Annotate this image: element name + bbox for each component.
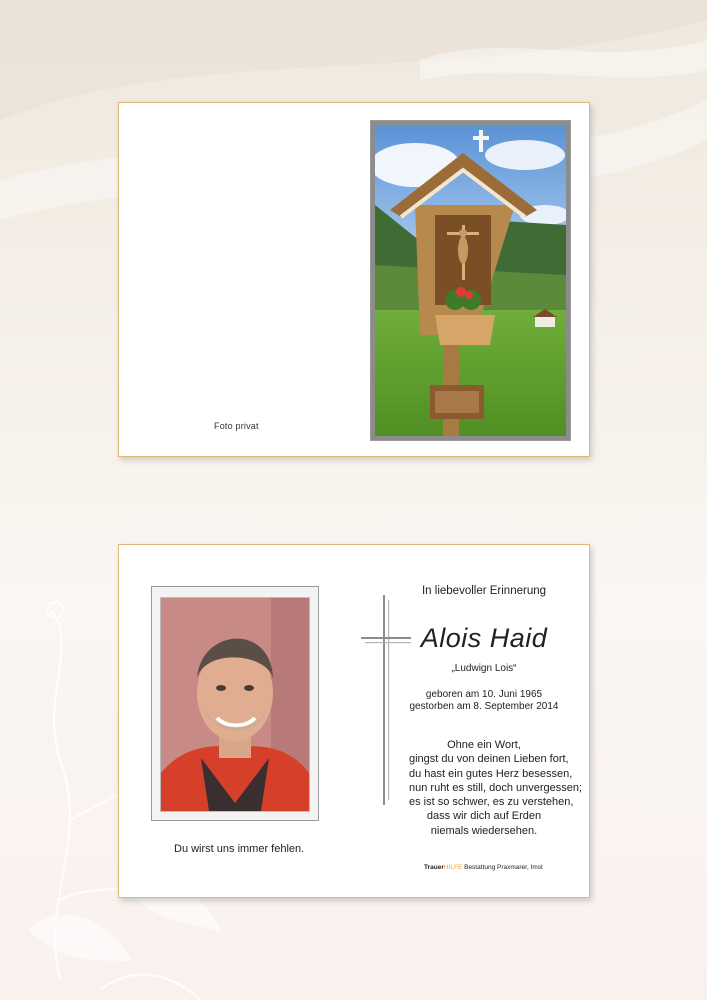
memorial-intro: In liebevoller Erinnerung: [421, 585, 547, 597]
deceased-nickname: „Ludwign Lois“: [451, 663, 517, 674]
portrait-image: [161, 598, 309, 811]
memorial-poem: [409, 738, 583, 838]
poem-line: gingst du von deinen Lieben fort,: [409, 753, 569, 766]
birth-date: geboren am 10. Juni 1965: [425, 689, 543, 700]
death-date: gestorben am 8. September 2014: [409, 701, 559, 712]
deceased-name: Alois Haid: [420, 623, 548, 653]
poem-line: Ohne ein Wort,: [447, 739, 521, 751]
memorial-card: [118, 544, 590, 898]
poem-line: niemals wiedersehen.: [430, 824, 538, 837]
portrait-frame: [151, 586, 319, 821]
shrine-photo: [375, 125, 566, 436]
imprint-brand-hilfe: HILFE: [443, 864, 463, 871]
poem-line: es ist so schwer, es zu verstehen,: [409, 796, 574, 809]
imprint-brand-trauer: Trauer: [424, 864, 444, 871]
shrine-photo-frame: [370, 120, 571, 441]
poem-line: nun ruht es still, doch unvergessen;: [409, 781, 583, 794]
poem-line: dass wir dich auf Erden: [426, 810, 542, 823]
memorial-motto: Du wirst uns immer fehlen.: [174, 843, 305, 855]
photo-credit: Foto privat: [214, 421, 259, 431]
shrine-image: [375, 125, 566, 436]
funeral-home-imprint: [424, 864, 543, 871]
portrait-photo: [160, 597, 310, 812]
poem-line: du hast ein gutes Herz besessen,: [409, 767, 573, 780]
cover-card: [118, 102, 590, 457]
imprint-company: Bestattung Praxmarer, Imst: [462, 864, 543, 871]
